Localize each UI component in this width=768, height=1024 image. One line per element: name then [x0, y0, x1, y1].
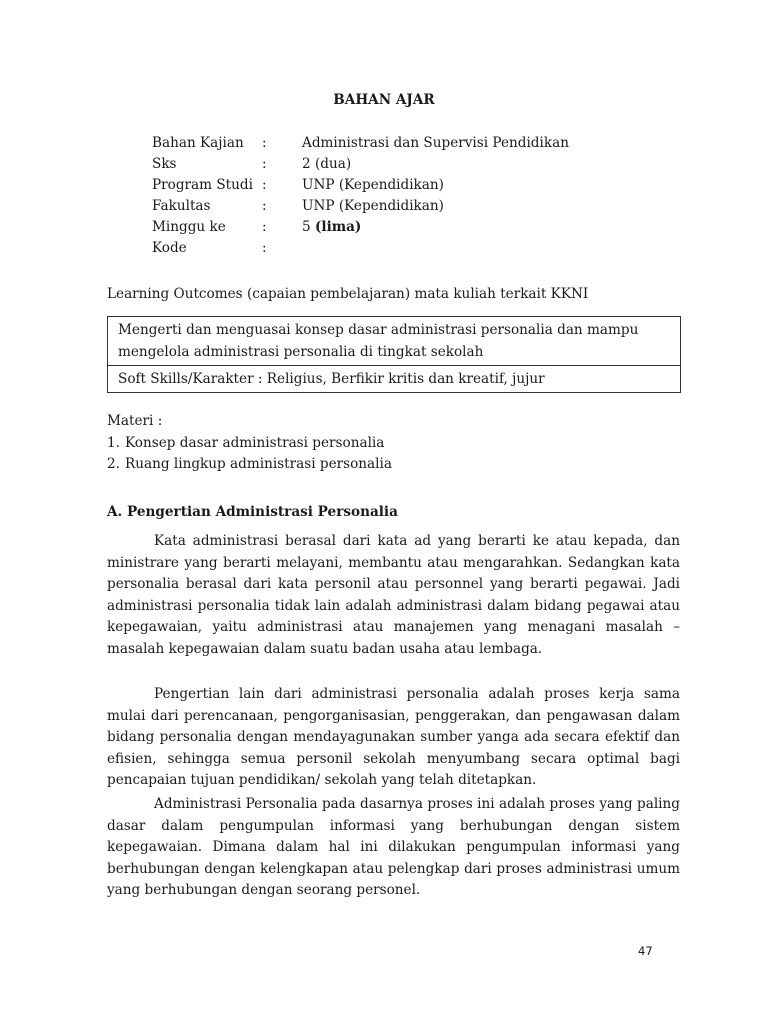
meta-colon: :: [262, 177, 267, 193]
meta-label: Program Studi: [152, 177, 253, 193]
materi-item: [107, 454, 392, 476]
outcome-text: Mengerti dan menguasai konsep dasar administrasi personalia dan mampu mengelola administrasi personalia di tingkat sekolah: [118, 322, 639, 360]
meta-value-number: 5: [302, 219, 311, 235]
paragraph: Administrasi Personalia pada dasarnya proses ini adalah proses yang paling dasar dalam pengumpulan informasi yang berhubungan dengan sistem kepegawaian. Dimana dalam hal ini dilakukan pengumpulan informasi yang berhubungan dengan kelengkapan atau pelengkap dari proses administrasi umum yang berhubungan dengan seorang personel.: [107, 796, 680, 899]
section-heading: A. Pengertian Administrasi Personalia: [107, 504, 398, 520]
meta-row: [152, 217, 632, 238]
meta-label: Fakultas: [152, 198, 211, 214]
meta-colon: :: [262, 219, 267, 235]
course-meta: [152, 133, 632, 259]
item-text: Konsep dasar administrasi personalia: [125, 434, 385, 451]
item-number: 2.: [107, 456, 120, 472]
meta-colon: :: [262, 198, 267, 214]
meta-value: Administrasi dan Supervisi Pendidikan: [302, 135, 569, 151]
meta-label: Minggu ke: [152, 219, 226, 235]
materi-label: Materi :: [107, 413, 163, 429]
meta-colon: :: [262, 240, 267, 256]
meta-row: [152, 154, 632, 175]
meta-label: Sks: [152, 156, 177, 172]
meta-label: Kode: [152, 240, 187, 256]
item-number: 1.: [107, 434, 120, 451]
meta-colon: :: [262, 156, 267, 172]
document-title: BAHAN AJAR: [333, 92, 435, 108]
meta-value: UNP (Kependidikan): [302, 177, 444, 193]
meta-row: [152, 238, 632, 259]
meta-row: [152, 133, 632, 154]
soft-skills-text: Soft Skills/Karakter : Religius, Berfikir kritis dan kreatif, jujur: [108, 365, 680, 392]
paragraph: Kata administrasi berasal dari kata ad yang berarti ke atau kepada, dan ministrare yang berarti melayani, membantu atau mengarahkan. Sedangkan kata personalia berasal dari kata personil atau personnel yang berarti pegawai. Jadi administrasi personalia tidak lain adalah administrasi dalam bidang pegawai atau kepegawaian, yaitu administrasi atau manajemen yang menagani masalah –masalah kepegawaian dalam suatu badan usaha atau lembaga.: [107, 533, 680, 657]
meta-value: UNP (Kependidikan): [302, 198, 444, 214]
meta-label: Bahan Kajian: [152, 135, 244, 151]
page-number: 47: [638, 944, 653, 958]
materi-section: [107, 411, 392, 476]
meta-value: 2 (dua): [302, 156, 352, 172]
item-text: Ruang lingkup administrasi personalia: [125, 456, 392, 472]
meta-value-bold: (lima): [314, 219, 362, 235]
learning-outcomes-label: Learning Outcomes (capaian pembelajaran) mata kuliah terkait KKNI: [107, 286, 589, 302]
meta-colon: :: [262, 135, 267, 151]
meta-row: [152, 196, 632, 217]
meta-value: [302, 217, 361, 238]
outcome-box: [107, 316, 681, 393]
materi-item: [107, 433, 392, 455]
meta-row: [152, 175, 632, 196]
paragraph: Pengertian lain dari administrasi personalia adalah proses kerja sama mulai dari perencanaan, pengorganisasian, penggerakan, dan pengawasan dalam bidang personalia dengan mendayagunakan sumber yanga ada secara efektif dan efisien, sehingga semua personil sekolah menyumbang secara optimal bagi pencapaian tujuan pendidikan/ sekolah yang telah ditetapkan.: [107, 686, 680, 789]
